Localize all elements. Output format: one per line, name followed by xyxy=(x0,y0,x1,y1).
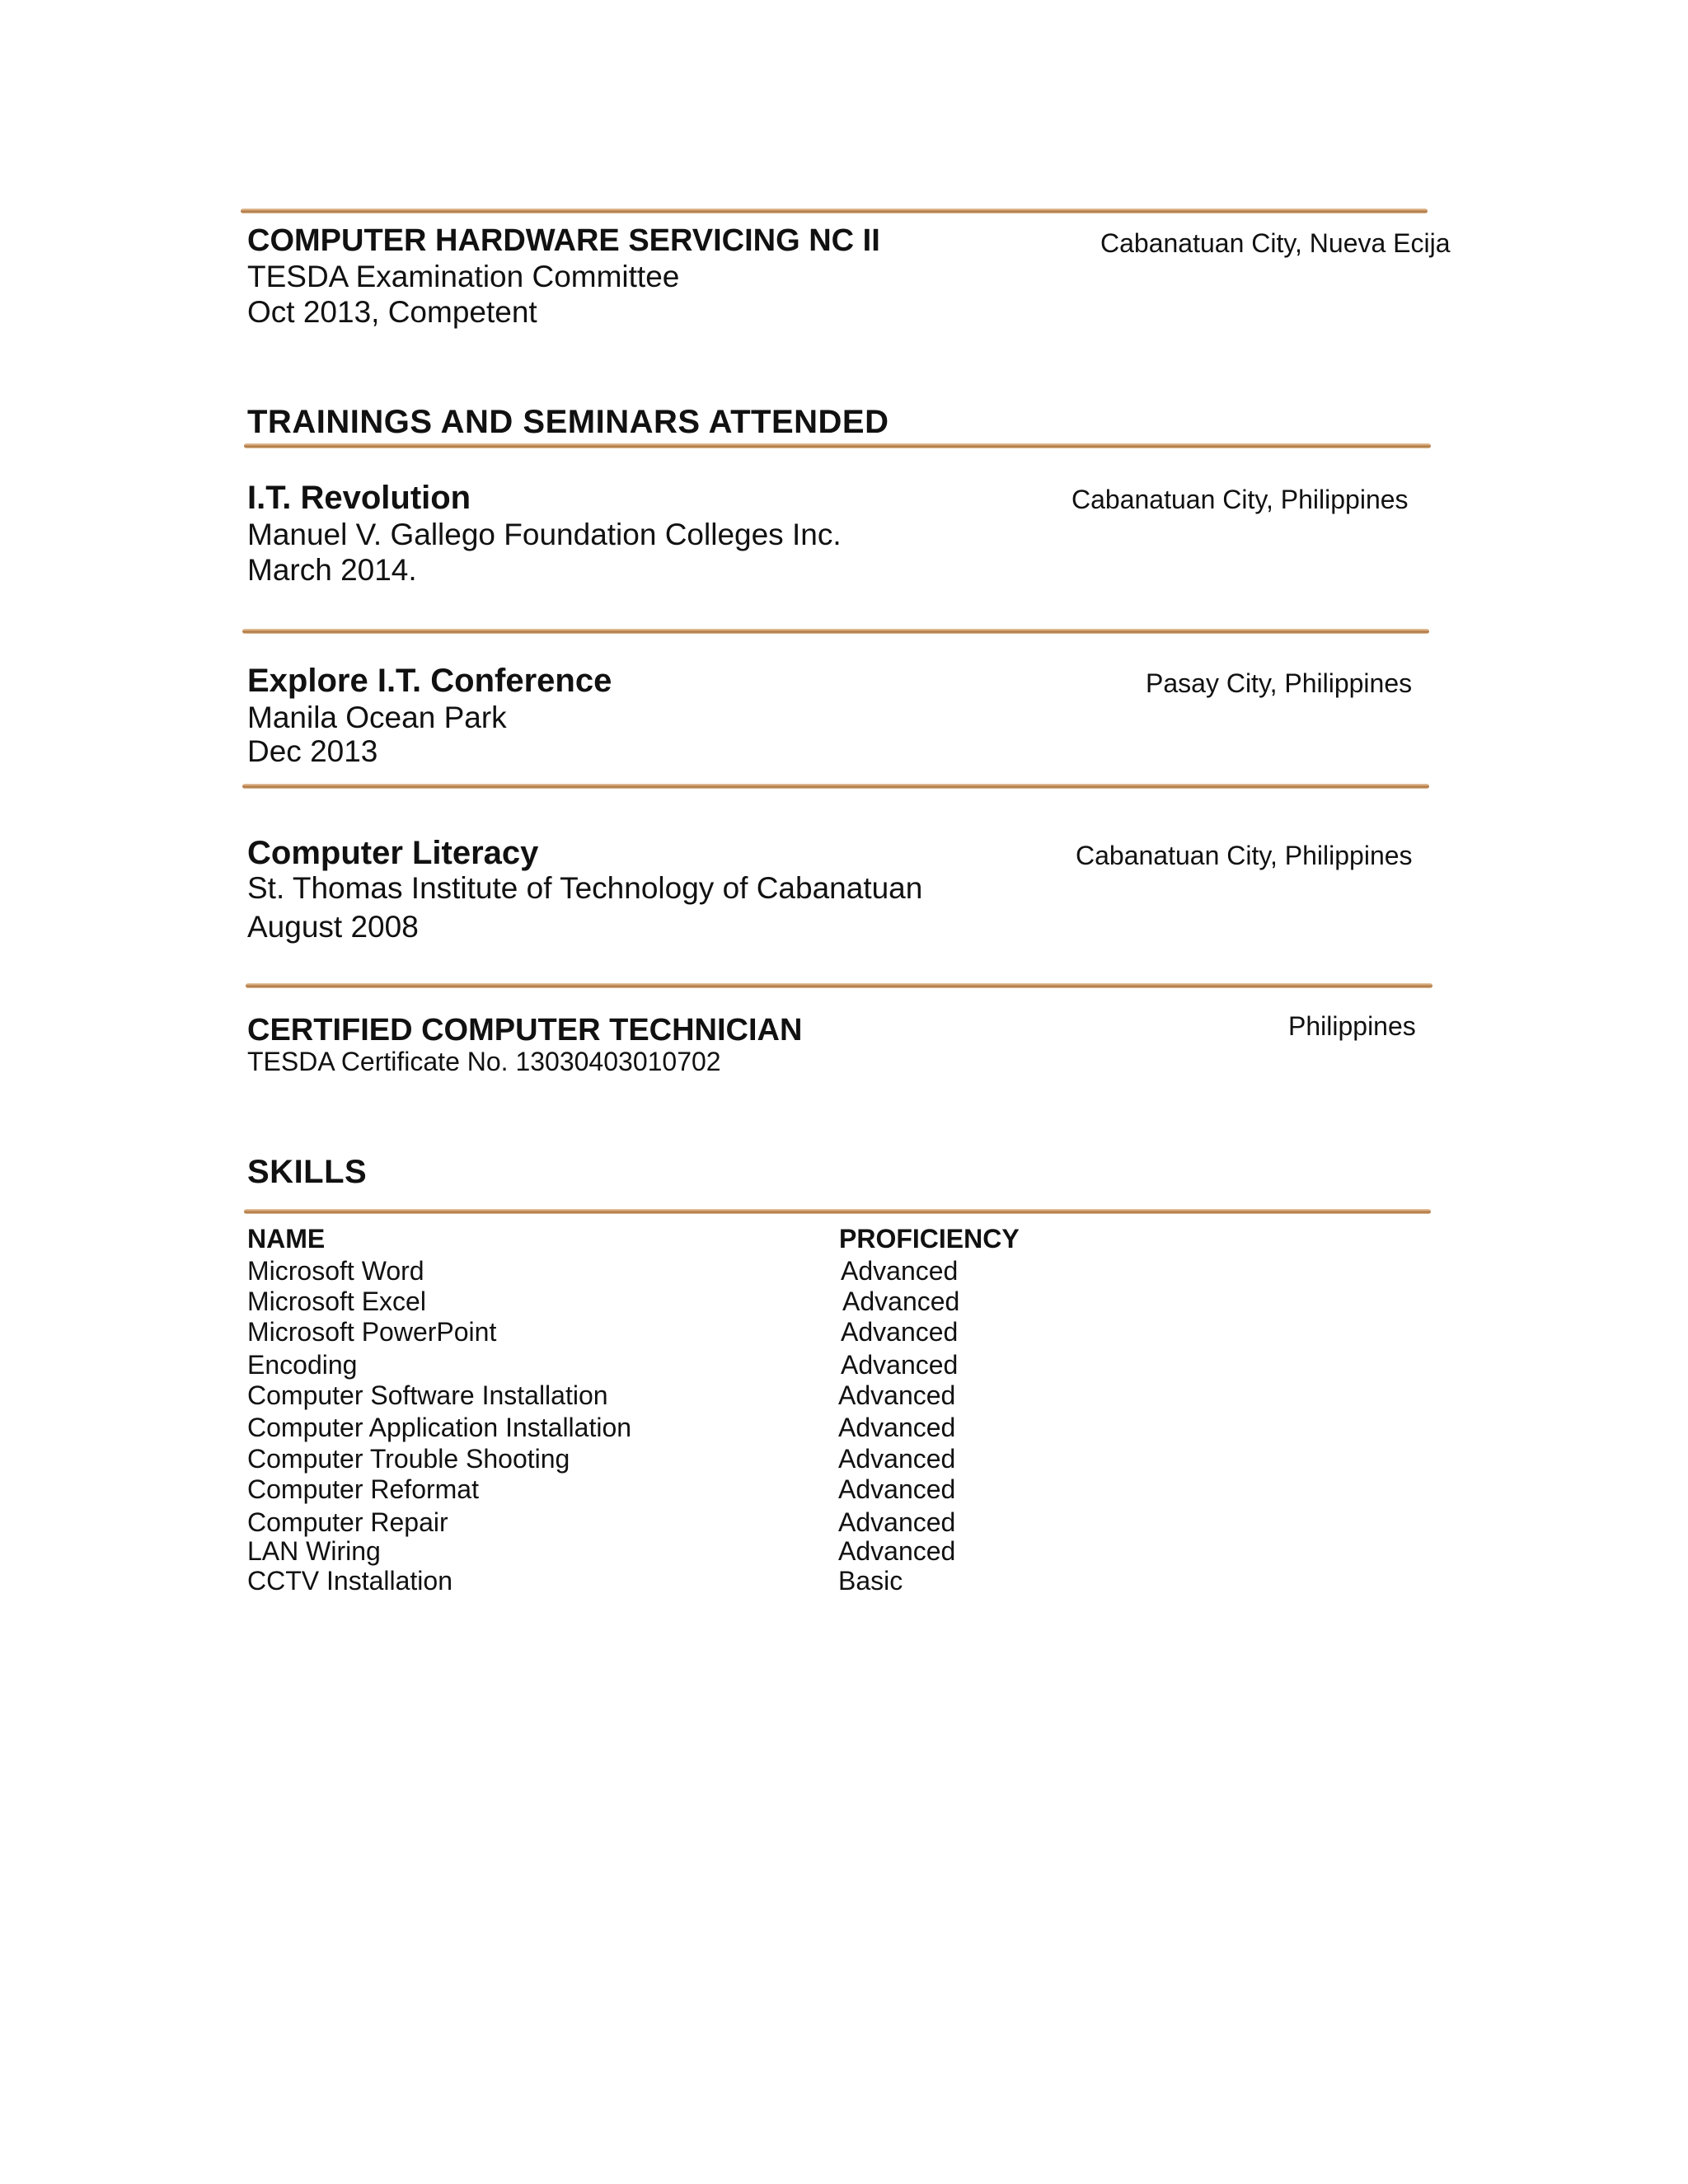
skill-proficiency: Advanced xyxy=(841,1256,959,1286)
divider-top xyxy=(241,209,1428,213)
certification-title: COMPUTER HARDWARE SERVICING NC II xyxy=(247,223,880,258)
skill-name: Computer Software Installation xyxy=(247,1380,608,1410)
training-organizer: St. Thomas Institute of Technology of Cabanatuan xyxy=(247,871,923,905)
skill-proficiency: Advanced xyxy=(838,1380,956,1410)
skill-name: Microsoft Excel xyxy=(247,1286,426,1316)
skill-name: Computer Application Installation xyxy=(247,1413,632,1442)
certified-location: Philippines xyxy=(1288,1011,1416,1041)
skill-name: Computer Trouble Shooting xyxy=(247,1444,570,1474)
divider-training-3 xyxy=(246,983,1432,988)
certification-location: Cabanatuan City, Nueva Ecija xyxy=(1100,228,1451,258)
skill-proficiency: Advanced xyxy=(841,1317,959,1347)
training-date: March 2014. xyxy=(247,553,417,587)
divider-training-1 xyxy=(242,629,1429,634)
training-date: Dec 2013 xyxy=(247,734,378,768)
trainings-heading: TRAININGS AND SEMINARS ATTENDED xyxy=(247,404,889,440)
skill-proficiency: Advanced xyxy=(838,1536,956,1566)
training-organizer: Manila Ocean Park xyxy=(247,701,507,734)
skill-proficiency: Advanced xyxy=(838,1444,956,1474)
training-location: Cabanatuan City, Philippines xyxy=(1071,485,1409,514)
skills-header-name: NAME xyxy=(247,1224,326,1254)
training-location: Cabanatuan City, Philippines xyxy=(1076,841,1413,870)
skills-heading: SKILLS xyxy=(247,1154,368,1190)
skill-name: Computer Reformat xyxy=(247,1474,479,1504)
skill-name: CCTV Installation xyxy=(247,1566,452,1596)
skill-name: Microsoft Word xyxy=(247,1256,424,1286)
certified-certificate: TESDA Certificate No. 13030403010702 xyxy=(247,1047,721,1076)
skill-proficiency: Basic xyxy=(838,1566,903,1596)
skills-header-proficiency: PROFICIENCY xyxy=(839,1224,1020,1254)
certified-title: CERTIFIED COMPUTER TECHNICIAN xyxy=(247,1013,803,1047)
divider-trainings xyxy=(244,443,1431,448)
skill-proficiency: Advanced xyxy=(838,1507,956,1537)
training-organizer: Manuel V. Gallego Foundation Colleges Inc. xyxy=(247,518,842,551)
training-title: Explore I.T. Conference xyxy=(247,663,612,699)
skill-name: Computer Repair xyxy=(247,1507,448,1537)
training-title: I.T. Revolution xyxy=(247,480,471,516)
skill-name: LAN Wiring xyxy=(247,1536,381,1566)
training-location: Pasay City, Philippines xyxy=(1146,668,1413,698)
skill-proficiency: Advanced xyxy=(842,1286,960,1316)
skill-proficiency: Advanced xyxy=(838,1413,956,1442)
certification-date: Oct 2013, Competent xyxy=(247,295,537,329)
skill-proficiency: Advanced xyxy=(838,1474,956,1504)
skill-proficiency: Advanced xyxy=(841,1350,959,1380)
divider-skills xyxy=(244,1209,1431,1214)
training-title: Computer Literacy xyxy=(247,835,539,871)
training-date: August 2008 xyxy=(247,910,419,944)
skill-name: Encoding xyxy=(247,1350,358,1380)
certification-issuer: TESDA Examination Committee xyxy=(247,260,680,293)
skill-name: Microsoft PowerPoint xyxy=(247,1317,497,1347)
divider-training-2 xyxy=(242,784,1429,789)
